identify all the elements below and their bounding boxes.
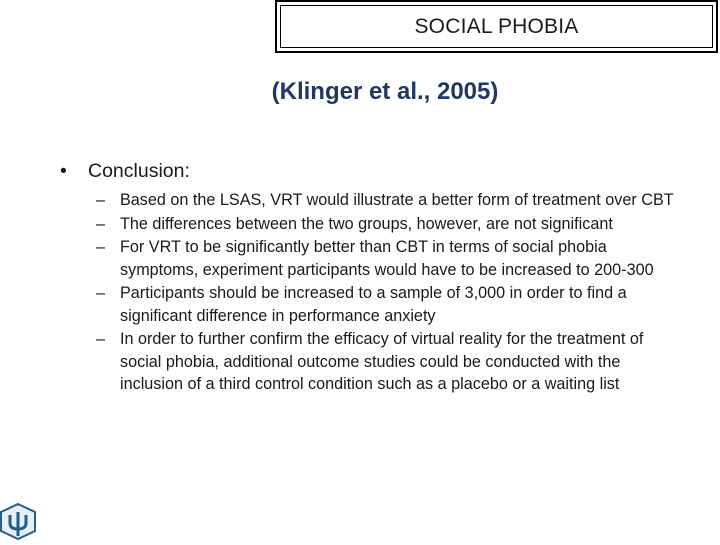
dash-marker: – (96, 284, 106, 302)
sub-bullet-text: Based on the LSAS, VRT would illustrate a better form of treatment over CBT (120, 191, 674, 209)
dash-marker: – (96, 238, 106, 256)
sub-bullet-text: Participants should be increased to a sample of 3,000 in order to find a significant difference in performance anxiety (120, 284, 627, 325)
sub-bullet-item (96, 236, 676, 281)
sub-bullet-text: For VRT to be significantly better than CBT in terms of social phobia symptoms, experiment participants would have to be increased to 200-300 (120, 238, 654, 279)
title-box (275, 0, 718, 53)
bullet-text: Conclusion: (88, 160, 190, 182)
sub-bullet-text: The differences between the two groups, however, are not significant (120, 214, 613, 233)
psi-logo-icon (0, 503, 36, 540)
dash-marker: – (96, 214, 106, 233)
sub-bullet-item (96, 189, 676, 212)
sub-bullet-item (96, 213, 676, 236)
sub-bullet-item (96, 328, 676, 396)
sub-bullet-item (96, 282, 676, 327)
sub-bullet-text: In order to further confirm the efficacy of virtual reality for the treatment of social phobia, additional outcome studies could be conducted with the inclusion of a third control condition such as a placebo or a waiting list (120, 330, 644, 393)
citation-subtitle: (Klinger et al., 2005) (271, 78, 499, 105)
bullet-marker: • (60, 160, 67, 182)
dash-marker: – (96, 330, 106, 348)
bullet-item (60, 160, 700, 183)
dash-marker: – (96, 191, 106, 209)
slide-title: SOCIAL PHOBIA (280, 5, 713, 48)
sub-bullet-list (96, 189, 676, 397)
